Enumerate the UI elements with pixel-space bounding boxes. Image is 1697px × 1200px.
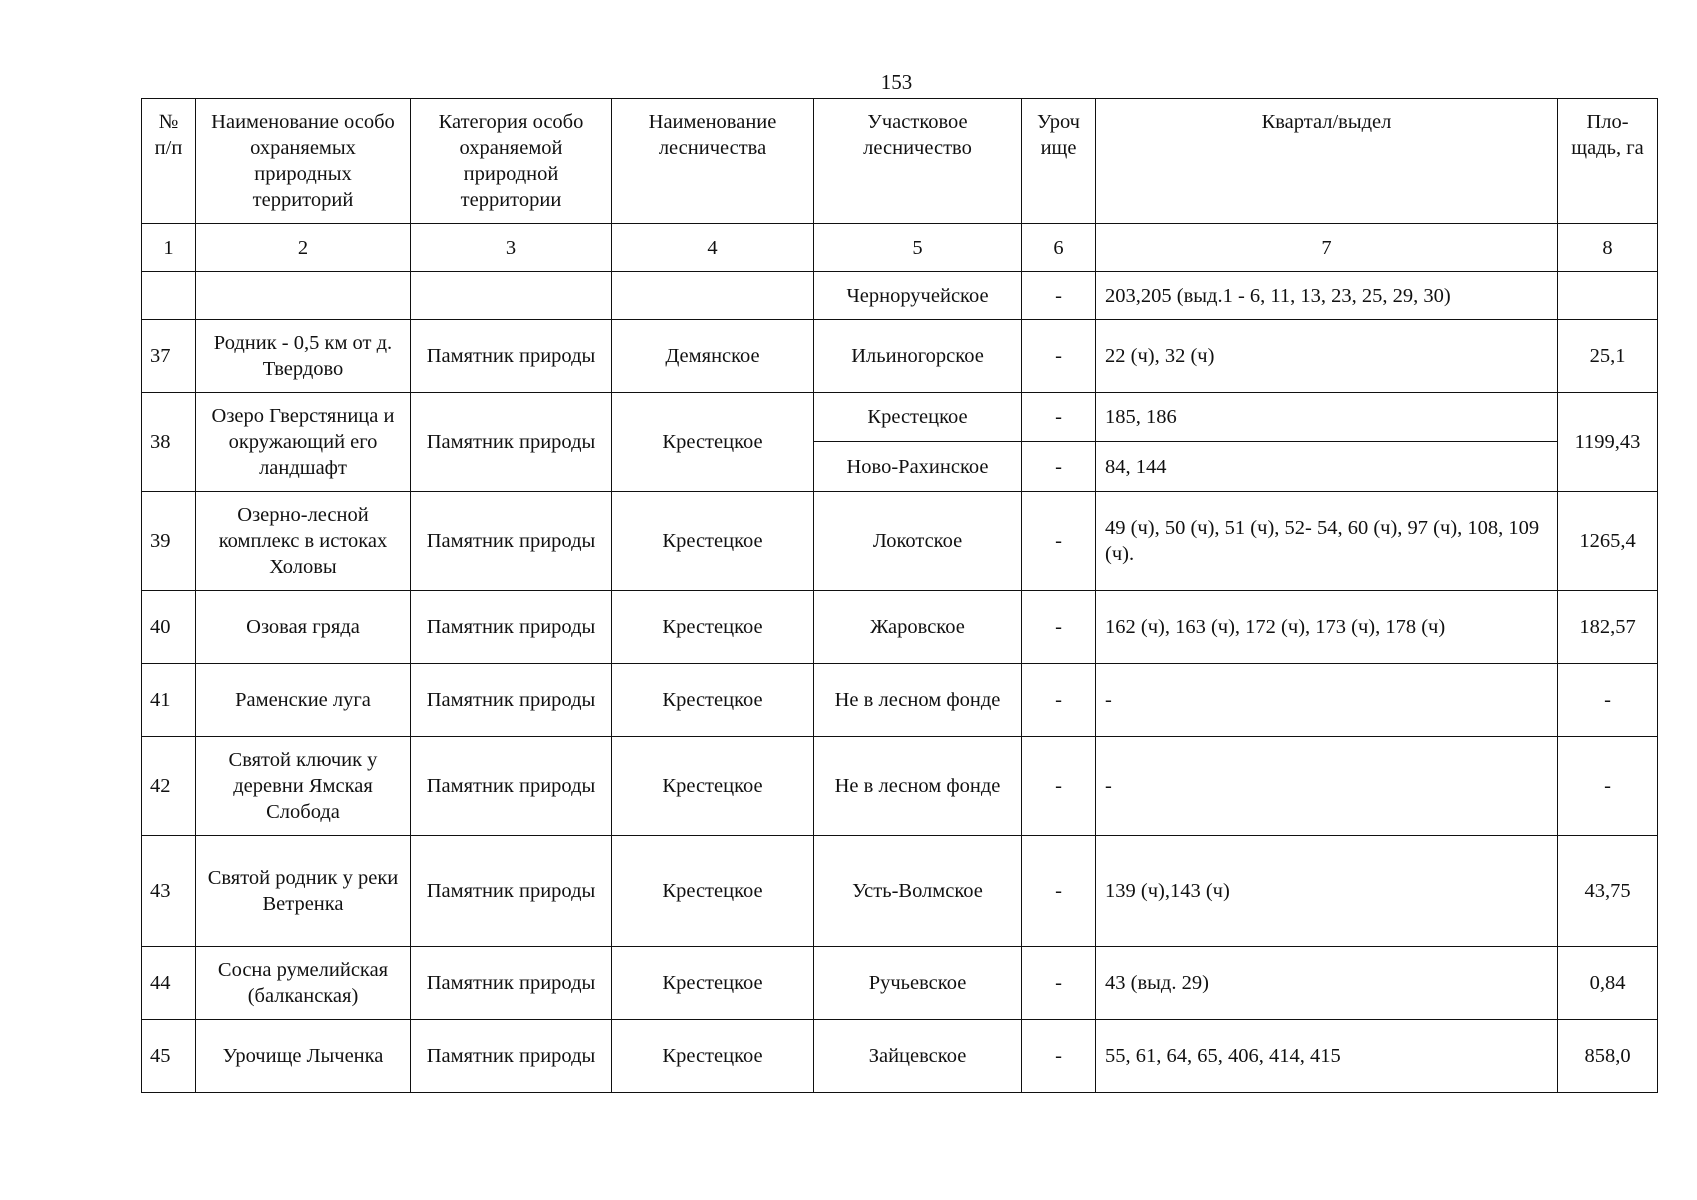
cell-district: Локотское — [814, 492, 1022, 591]
cell-blocks: 22 (ч), 32 (ч) — [1096, 320, 1558, 393]
cell-district: Жаровское — [814, 591, 1022, 664]
column-number: 3 — [411, 224, 612, 272]
protected-areas-table — [141, 98, 1658, 1093]
cell-forestry: Крестецкое — [612, 591, 814, 664]
cell-name: Озовая гряда — [196, 591, 411, 664]
cell-forestry: Демянское — [612, 320, 814, 393]
cell-forestry: Крестецкое — [612, 393, 814, 492]
cell-district: Зайцевское — [814, 1020, 1022, 1093]
cell-number: 45 — [142, 1020, 196, 1093]
cell-name: Озеро Гверстяница и окружающий его ландшафт — [196, 393, 411, 492]
cell-forestry: Крестецкое — [612, 836, 814, 947]
cell-area: 1199,43 — [1558, 393, 1658, 492]
cell-tract: - — [1022, 272, 1096, 320]
cell-district: Не в лесном фонде — [814, 664, 1022, 737]
cell-area: 1265,4 — [1558, 492, 1658, 591]
cell-category: Памятник природы — [411, 947, 612, 1020]
cell-number: 40 — [142, 591, 196, 664]
cell-tract: - — [1022, 442, 1096, 492]
cell-forestry: Крестецкое — [612, 947, 814, 1020]
table-row-45 — [142, 1020, 1658, 1093]
cell-number: 43 — [142, 836, 196, 947]
cell-tract: - — [1022, 836, 1096, 947]
header-cell-blocks: Квартал/выдел — [1096, 99, 1558, 224]
cell-tract: - — [1022, 320, 1096, 393]
header-cell-tract: Уроч ище — [1022, 99, 1096, 224]
cell-forestry: Крестецкое — [612, 737, 814, 836]
page-number: 153 — [880, 70, 913, 94]
cell-empty — [196, 272, 411, 320]
cell-district: Усть-Волмское — [814, 836, 1022, 947]
cell-name: Святой родник у реки Ветренка — [196, 836, 411, 947]
cell-district: Не в лесном фонде — [814, 737, 1022, 836]
table-row-44 — [142, 947, 1658, 1020]
cell-category: Памятник природы — [411, 320, 612, 393]
column-number: 4 — [612, 224, 814, 272]
cell-number: 41 — [142, 664, 196, 737]
cell-blocks: 185, 186 — [1096, 393, 1558, 442]
cell-empty — [411, 272, 612, 320]
cell-category: Памятник природы — [411, 664, 612, 737]
cell-blocks: 139 (ч),143 (ч) — [1096, 836, 1558, 947]
cell-area: 25,1 — [1558, 320, 1658, 393]
cell-empty — [1558, 272, 1658, 320]
cell-category: Памятник природы — [411, 492, 612, 591]
cell-tract: - — [1022, 1020, 1096, 1093]
cell-category: Памятник природы — [411, 591, 612, 664]
header-row — [142, 99, 1658, 224]
cell-tract: - — [1022, 947, 1096, 1020]
cell-area: 858,0 — [1558, 1020, 1658, 1093]
table-row-41 — [142, 664, 1658, 737]
cell-blocks: 162 (ч), 163 (ч), 172 (ч), 173 (ч), 178 (ч) — [1096, 591, 1558, 664]
cell-tract: - — [1022, 664, 1096, 737]
cell-forestry: Крестецкое — [612, 492, 814, 591]
cell-district: Ново-Рахинское — [814, 442, 1022, 492]
cell-category: Памятник природы — [411, 1020, 612, 1093]
cell-tract: - — [1022, 393, 1096, 442]
cell-area: - — [1558, 737, 1658, 836]
cell-name: Раменские луга — [196, 664, 411, 737]
cell-tract: - — [1022, 737, 1096, 836]
cell-area: 0,84 — [1558, 947, 1658, 1020]
cell-area: 182,57 — [1558, 591, 1658, 664]
column-number: 7 — [1096, 224, 1558, 272]
column-number-row — [142, 224, 1658, 272]
table-row-42 — [142, 737, 1658, 836]
cell-tract: - — [1022, 492, 1096, 591]
cell-empty — [612, 272, 814, 320]
column-number: 5 — [814, 224, 1022, 272]
table-row-continuation — [142, 272, 1658, 320]
cell-number: 44 — [142, 947, 196, 1020]
cell-area: - — [1558, 664, 1658, 737]
cell-district: Черноручейское — [814, 272, 1022, 320]
cell-blocks: 49 (ч), 50 (ч), 51 (ч), 52- 54, 60 (ч), 97 (ч), 108, 109 (ч). — [1096, 492, 1558, 591]
cell-name: Сосна румелийская (балканская) — [196, 947, 411, 1020]
cell-forestry: Крестецкое — [612, 1020, 814, 1093]
cell-district: Крестецкое — [814, 393, 1022, 442]
table-row-38 — [142, 393, 1658, 442]
header-cell-forestry: Наименование лесничества — [612, 99, 814, 224]
header-cell-district: Участковое лесничество — [814, 99, 1022, 224]
header-cell-category: Категория особо охраняемой природной территории — [411, 99, 612, 224]
column-number: 8 — [1558, 224, 1658, 272]
cell-number: 37 — [142, 320, 196, 393]
cell-district: Ручьевское — [814, 947, 1022, 1020]
cell-category: Памятник природы — [411, 737, 612, 836]
cell-category: Памятник природы — [411, 836, 612, 947]
column-number: 1 — [142, 224, 196, 272]
table-row-43 — [142, 836, 1658, 947]
cell-forestry: Крестецкое — [612, 664, 814, 737]
header-cell-area: Пло-щадь, га — [1558, 99, 1658, 224]
table-row-37 — [142, 320, 1658, 393]
header-cell-number: № п/п — [142, 99, 196, 224]
cell-empty — [142, 272, 196, 320]
cell-name: Святой ключик у деревни Ямская Слобода — [196, 737, 411, 836]
cell-number: 39 — [142, 492, 196, 591]
cell-blocks: 43 (выд. 29) — [1096, 947, 1558, 1020]
table-row-39 — [142, 492, 1658, 591]
cell-area: 43,75 — [1558, 836, 1658, 947]
cell-blocks: 203,205 (выд.1 - 6, 11, 13, 23, 25, 29, 30) — [1096, 272, 1558, 320]
cell-blocks: - — [1096, 737, 1558, 836]
cell-category: Памятник природы — [411, 393, 612, 492]
cell-name: Урочище Лыченка — [196, 1020, 411, 1093]
cell-number: 38 — [142, 393, 196, 492]
header-cell-name: Наименование особо охраняемых природных территорий — [196, 99, 411, 224]
column-number: 2 — [196, 224, 411, 272]
cell-name: Родник - 0,5 км от д. Твердово — [196, 320, 411, 393]
cell-blocks: 84, 144 — [1096, 442, 1558, 492]
column-number: 6 — [1022, 224, 1096, 272]
cell-number: 42 — [142, 737, 196, 836]
cell-district: Ильиногорское — [814, 320, 1022, 393]
table-row-40 — [142, 591, 1658, 664]
cell-tract: - — [1022, 591, 1096, 664]
cell-name: Озерно-лесной комплекс в истоках Холовы — [196, 492, 411, 591]
cell-blocks: 55, 61, 64, 65, 406, 414, 415 — [1096, 1020, 1558, 1093]
cell-blocks: - — [1096, 664, 1558, 737]
